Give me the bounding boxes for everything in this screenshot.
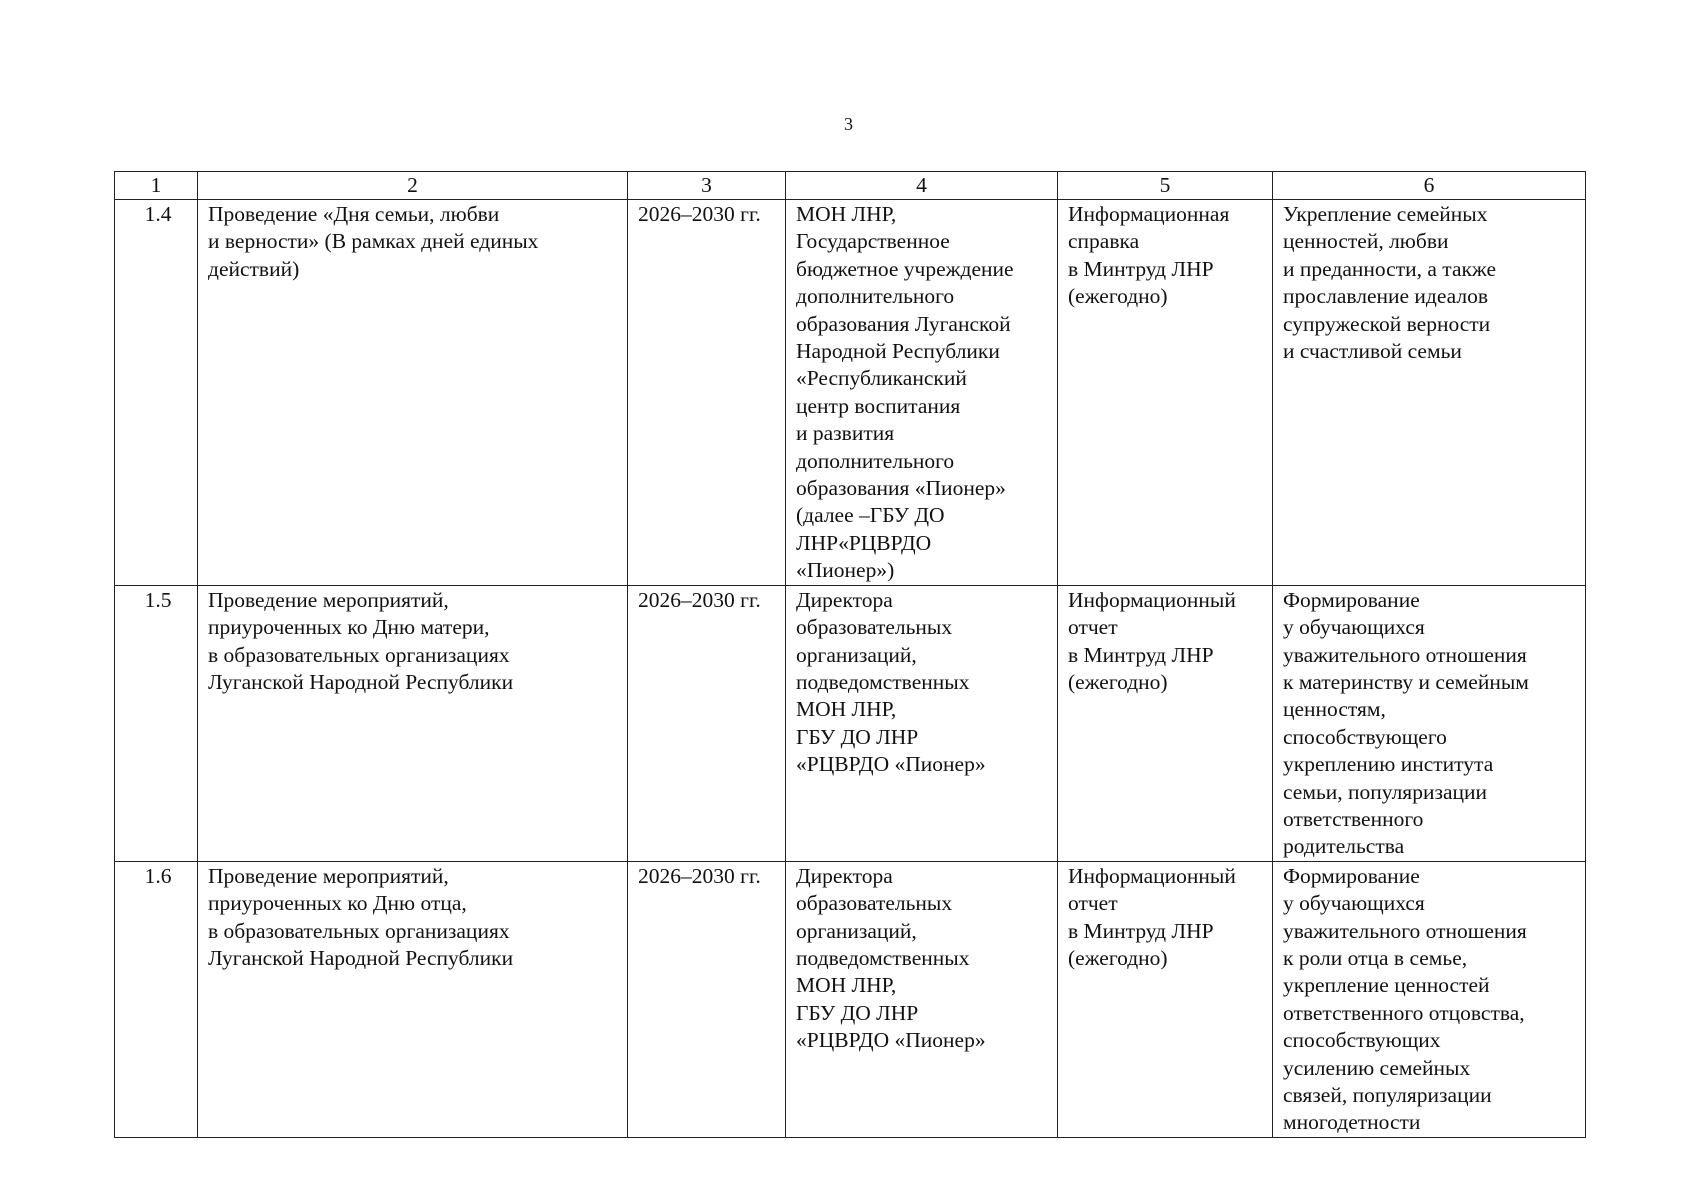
event-cell: Проведение «Дня семьи, любви и верности» (В рамках дней единых действий) [198, 200, 628, 586]
executor-cell: Директора образовательных организаций, подведомственных МОН ЛНР, ГБУ ДО ЛНР «РЦВРДО «Пионер» [786, 585, 1058, 861]
column-header-5: 5 [1058, 172, 1273, 200]
report-cell: Информационный отчет в Минтруд ЛНР (ежегодно) [1058, 861, 1273, 1137]
report-cell: Информационная справка в Минтруд ЛНР (ежегодно) [1058, 200, 1273, 586]
period-cell: 2026–2030 гг. [628, 585, 786, 861]
period-cell: 2026–2030 гг. [628, 200, 786, 586]
plan-table [114, 171, 1586, 1138]
table-row [115, 861, 1586, 1137]
event-cell: Проведение мероприятий, приуроченных ко Дню отца, в образовательных организациях Луганской Народной Республики [198, 861, 628, 1137]
executor-cell: МОН ЛНР, Государственное бюджетное учреждение дополнительного образования Луганской Народной Республики «Республиканский центр воспитания и развития дополнительного образования «Пионер» (далее –ГБУ ДО ЛНР«РЦВРДО «Пионер») [786, 200, 1058, 586]
report-cell: Информационный отчет в Минтруд ЛНР (ежегодно) [1058, 585, 1273, 861]
result-cell: Формирование у обучающихся уважительного отношения к материнству и семейным ценностям, способствующего укреплению института семьи, популяризации ответственного родительства [1273, 585, 1586, 861]
header-row [115, 172, 1586, 200]
row-number: 1.4 [115, 200, 198, 586]
result-cell: Укрепление семейных ценностей, любви и преданности, а также прославление идеалов супружеской верности и счастливой семьи [1273, 200, 1586, 586]
column-header-2: 2 [198, 172, 628, 200]
column-header-4: 4 [786, 172, 1058, 200]
table-row [115, 585, 1586, 861]
column-header-3: 3 [628, 172, 786, 200]
row-number: 1.5 [115, 585, 198, 861]
column-header-1: 1 [115, 172, 198, 200]
event-cell: Проведение мероприятий, приуроченных ко Дню матери, в образовательных организациях Луганской Народной Республики [198, 585, 628, 861]
result-cell: Формирование у обучающихся уважительного отношения к роли отца в семье, укрепление ценностей ответственного отцовства, способствующих усилению семейных связей, популяризации многодетности [1273, 861, 1586, 1137]
table-row [115, 200, 1586, 586]
column-header-6: 6 [1273, 172, 1586, 200]
page-number: 3 [844, 114, 853, 134]
period-cell: 2026–2030 гг. [628, 861, 786, 1137]
executor-cell: Директора образовательных организаций, подведомственных МОН ЛНР, ГБУ ДО ЛНР «РЦВРДО «Пионер» [786, 861, 1058, 1137]
row-number: 1.6 [115, 861, 198, 1137]
